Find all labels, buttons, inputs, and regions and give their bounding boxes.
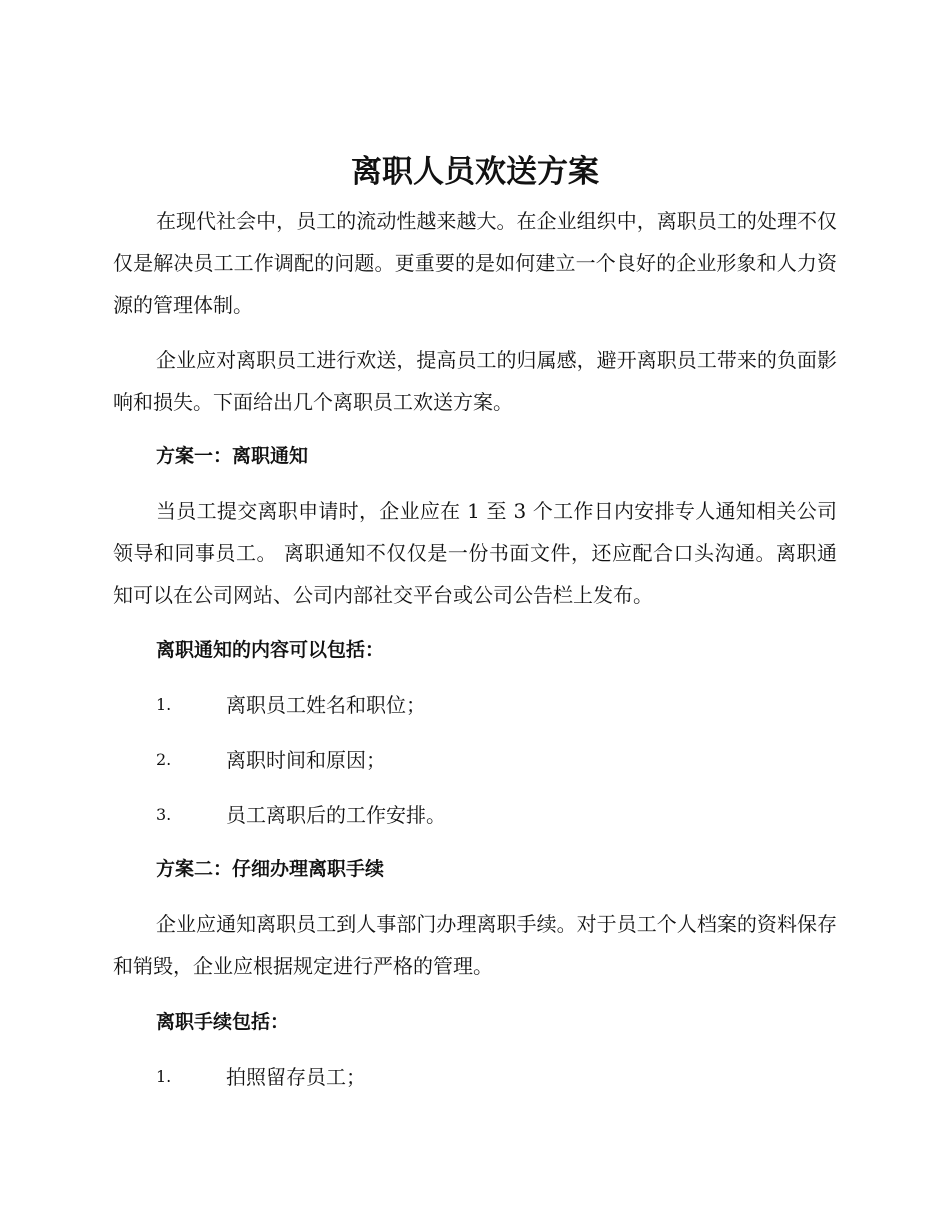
intro-paragraph-1: 在现代社会中，员工的流动性越来越大。在企业组织中，离职员工的处理不仅仅是解决员工工作调配的问题。更重要的是如何建立一个良好的企业形象和人力资源的管理体制。 [113,209,837,317]
plan-1-paragraph: 当员工提交离职申请时，企业应在 1 至 3 个工作日内安排专人通知相关公司领导和同事员工。 离职通知不仅仅是一份书面文件，还应配合口头沟通。离职通知可以在公司网站、公司内部社交平台或公司公告栏上发布。 [113,499,837,607]
list-text: 离职时间和原因； [226,748,386,772]
list-text: 拍照留存员工； [226,1065,366,1089]
list-item [156,690,426,720]
section-heading-notice-contents: 离职通知的内容可以包括： [156,639,385,661]
list-item [156,745,386,775]
section-heading-procedures: 离职手续包括： [156,1011,290,1033]
list-number: 1. [156,695,172,714]
list-item [156,800,446,830]
section-heading-plan-2: 方案二：仔细办理离职手续 [156,858,385,880]
intro-paragraph-2: 企业应对离职员工进行欢送，提高员工的归属感，避开离职员工带来的负面影响和损失。下面给出几个离职员工欢送方案。 [113,348,837,414]
document-title: 离职人员欢送方案 [351,154,599,190]
list-item [156,1062,366,1092]
list-number: 2. [156,750,172,769]
plan-2-paragraph: 企业应通知离职员工到人事部门办理离职手续。对于员工个人档案的资料保存和销毁，企业应根据规定进行严格的管理。 [113,912,837,978]
list-number: 1. [156,1067,172,1086]
section-heading-plan-1: 方案一：离职通知 [156,445,309,467]
list-number: 3. [156,805,172,824]
list-text: 员工离职后的工作安排。 [226,803,446,827]
list-text: 离职员工姓名和职位； [226,693,426,717]
